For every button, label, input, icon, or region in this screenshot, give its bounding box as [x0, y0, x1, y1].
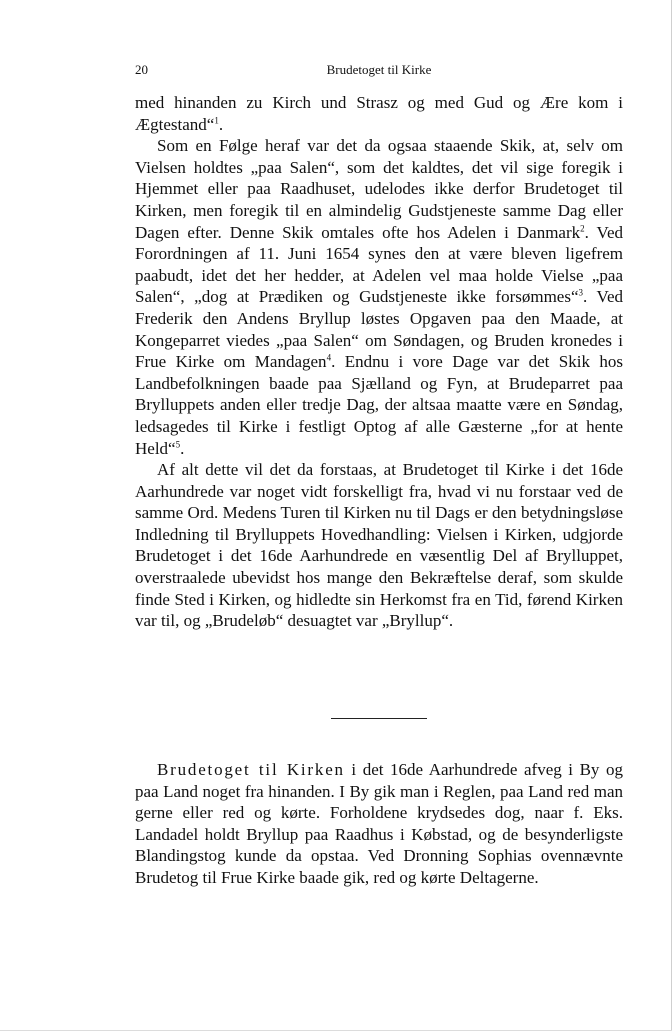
footnote-ref-2: 2: [580, 222, 585, 233]
footnote-ref-3: 3: [578, 287, 583, 298]
footnote-ref-1: 1: [214, 114, 219, 125]
paragraph-continuation: [135, 92, 623, 135]
paragraph-1-text: med hinanden zu Kirch und Strasz og med Gud og Ære kom i Ægtestand“: [135, 93, 623, 134]
section-text: [135, 759, 623, 889]
footnote-ref-4: 4: [326, 352, 332, 363]
footnote-ref-5: 5: [175, 438, 181, 449]
paragraph-2-text-5: .: [180, 438, 185, 458]
paragraph-2-text-4: . Endnu i vore Dage var det Skik hos Landbefolkningen baade paa Sjælland og Fyn, at Brudeparret paa Brylluppets anden eller tredje Dag, der altsaa maatte være en Søndag, ledsagedes til Kirke i festligt Optog af alle Gæsterne „for at hente Held“: [135, 352, 624, 458]
page-header: [135, 60, 623, 80]
section-divider: [331, 718, 427, 719]
paragraph-2-text-3: . Ved Frederik den Andens Bryllup løstes Opgaven paa den Maade, at Kongeparret viedes „paa Salen“ om Søndagen, og Bruden kronedes i Frue Kirke om Mandagen: [135, 287, 623, 372]
paragraph-2-text-1: Som en Følge heraf var det da ogsaa staaende Skik, at, selv om Vielsen holdtes „paa Salen“, som det kaldtes, det vil sige foregik i Hjemmet eller paa Raadhuset, udelodes ikke derfor Brudetoget til Kirken, men foregik til en almindelig Gudstjeneste samme Dag eller Dagen efter. Denne Skik omtales ofte hos Adelen i Danmark: [135, 136, 623, 242]
main-text: [135, 92, 623, 632]
paragraph-2-text-2: . Ved Forordningen af 11. Juni 1654 synes den at være bleven ligefrem paabudt, idet det her hedder, at Adelen vel maa holde Vielse „paa Salen“, „dog at Prædiken og Gudstjeneste ikke forsømmes“: [135, 222, 623, 307]
section-paragraph-text: i det 16de Aarhundrede afveg i By og paa Land noget fra hinanden. I By gik man i Reglen, paa Land red man gerne eller red og kørte. Forholdene krydsedes dog, naar f. Eks. Landadel holdt Bryllup paa Raadhus i Købstad, og de besynderligste Blandingstog kunde da opstaa. Ved Dronning Sophias ovennævnte Brudetog til Frue Kirke baade gik, red og kørte Deltagerne.: [135, 760, 623, 887]
running-title: Brudetoget til Kirke: [326, 62, 432, 77]
section-lead-words: Brudetoget til Kirken: [157, 760, 345, 779]
paragraph-1-end: .: [218, 114, 224, 134]
page-number: 20: [135, 62, 148, 77]
paragraph-conclusion: Af alt dette vil det da forstaas, at Brudetoget til Kirke i det 16de Aarhundrede var noget vidt forskelligt fra, hvad vi nu forstaar ved de samme Ord. Medens Turen til Kirken nu til Dags er den betydningsløse Indledning til Brylluppets Hovedhandling: Vielsen i Kirken, udgjorde Brudetoget i det 16de Aarhundrede en væsentlig Del af Brylluppet, overstraalede ubevidst hos mange den Bekræftelse deraf, som skulde finde Sted i Kirken, og hidledte sin Herkomst fra en Tid, førend Kirken var til, og „Brudeløb“ desuagtet var „Bryllup“.: [135, 460, 623, 631]
section-paragraph: [135, 759, 623, 889]
paragraph-custom: [135, 135, 623, 459]
